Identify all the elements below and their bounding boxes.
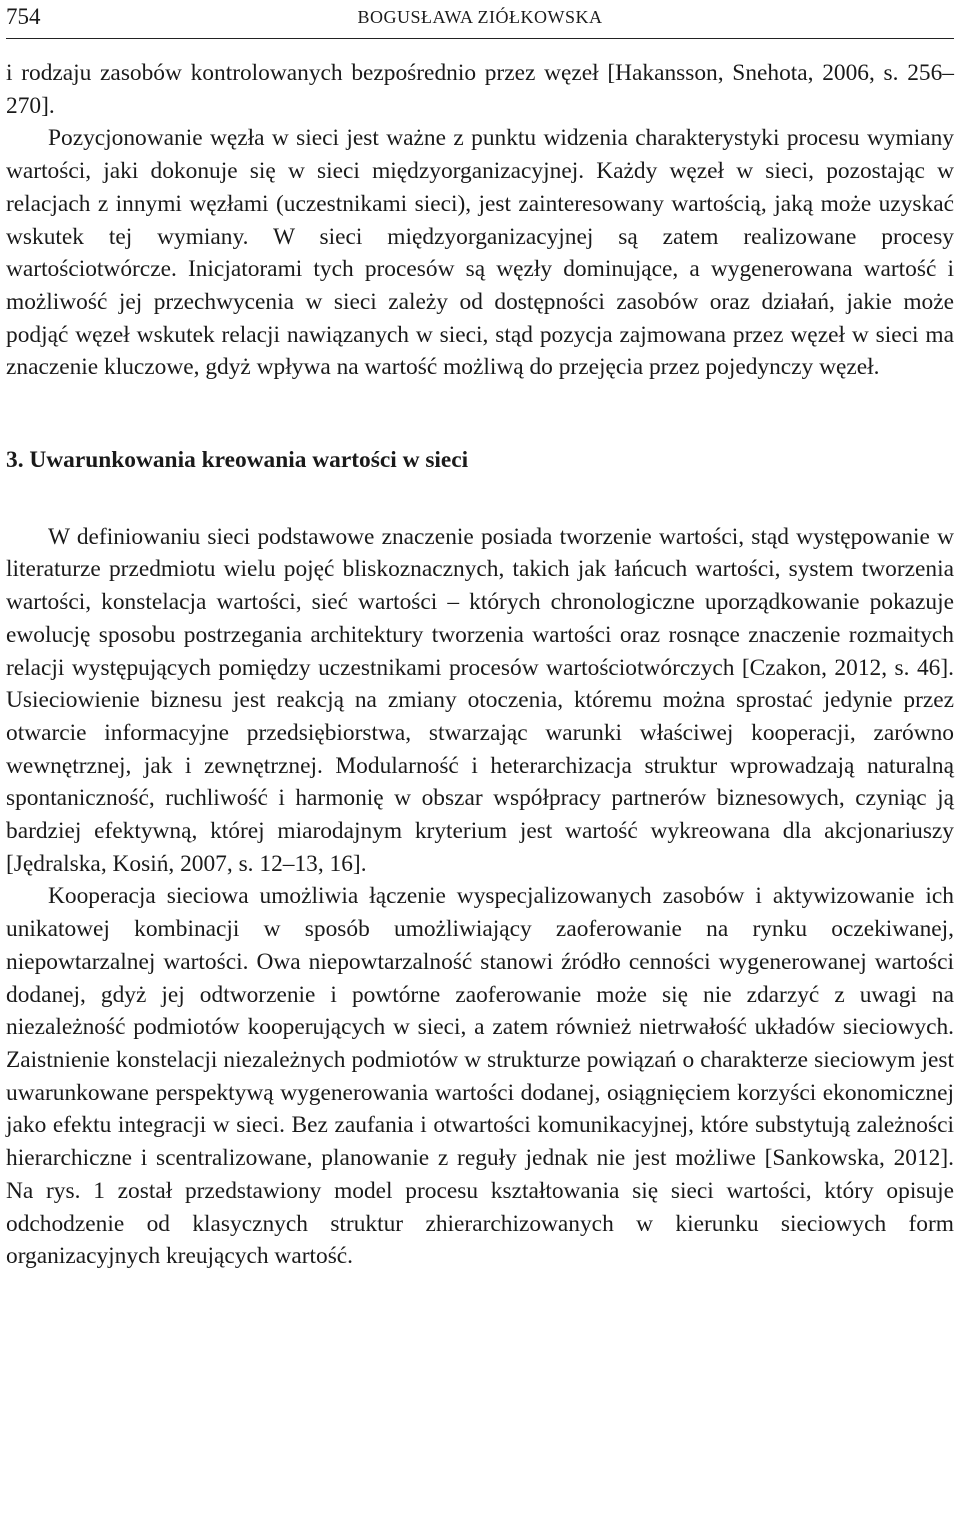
- section-heading: 3. Uwarunkowania kreowania wartości w sieci: [6, 447, 469, 474]
- page-number: 754: [6, 4, 41, 29]
- running-head-author: BOGUSŁAWA ZIÓŁKOWSKA: [357, 7, 603, 27]
- paragraph-value-definition: W definiowaniu sieci podstawowe znaczenie posiada tworzenie wartości, stąd występowanie w literaturze przedmiotu wielu pojęć bliskoznacznych, takich jak łańcuch wartości, system tworzenia wartości, konstelacja wartości, sieć wartości – których chronologiczne uporządkowanie pokazuje ewolucję sposobu postrzegania architektury tworzenia wartości oraz rosnące znaczenie rozmaitych relacji występujących pomiędzy uczestnikami procesów wartościotwórczych [Czakon, 2012, s. 46]. Usieciowienie biznesu jest reakcją na zmiany otoczenia, któremu można sprostać jedynie przez otwarcie informacyjne przedsiębiorstwa, stwarzając warunki właściwej kooperacji, zarówno wewnętrznej, jak i zewnętrznej. Modularność i heterarchizacja struktur wprowadzają naturalną spontaniczność, ruchliwość i harmonię w obszar współpracy partnerów biznesowych, czyniąc ją bardziej efektywną, której miarodajnym kryterium jest wartość wykreowana dla akcjonariuszy [Jędralska, Kosiń, 2007, s. 12–13, 16].: [6, 523, 954, 877]
- page-header: [6, 0, 954, 39]
- paragraph-continued: i rodzaju zasobów kontrolowanych bezpośrednio przez węzeł [Hakansson, Snehota, 2006, s. 256–270].: [6, 60, 954, 119]
- paragraph-network-cooperation: Kooperacja sieciowa umożliwia łączenie wyspecjalizowanych zasobów i aktywizowanie ich unikatowej kombinacji w sposób umożliwiający zaoferowanie na rynku oczekiwanej, niepowtarzalnej wartości. Owa niepowtarzalność stanowi źródło cenności wygenerowanej wartości dodanej, gdyż jej odtworzenie i powtórne zaoferowanie może się nie zdarzyć z uwagi na niezależność podmiotów kooperujących w sieci, a zatem również nietrwałość układów sieciowych. Zaistnienie konstelacji niezależnych podmiotów w strukturze powiązań o charakterze sieciowym jest uwarunkowane perspektywą wygenerowania wartości dodanej, osiągnięciem korzyści ekonomicznej jako efektu integracji w sieci. Bez zaufania i otwartości komunikacyjnej, które substytują zależności hierarchiczne i scentralizowane, planowanie z reguły jednak nie jest możliwe [Sankowska, 2012]. Na rys. 1 został przedstawiony model procesu kształtowania się sieci wartości, który opisuje odchodzenie od klasycznych struktur zhierarchizowanych w kierunku sieciowych form organizacyjnych kreujących wartość.: [6, 883, 954, 1270]
- paragraph-node-positioning: Pozycjonowanie węzła w sieci jest ważne z punktu widzenia charakterystyki procesu wymiany wartości, jaki dokonuje się w sieci międzyorganizacyjnej. Każdy węzeł w sieci, pozostając w relacjach z innymi węzłami (uczestnikami sieci), jest zainteresowany wartością, jaką może uzyskać wskutek tej wymiany. W sieci międzyorganizacyjnej są zatem realizowane procesy wartościotwórcze. Inicjatorami tych procesów są węzły dominujące, a wygenerowana wartość i możliwość jej przechwycenia w sieci zależy od dostępności zasobów oraz działań, jakie może podjąć węzeł wskutek relacji nawiązanych w sieci, stąd pozycja zajmowana przez węzeł w sieci ma znaczenie kluczowe, gdyż wpływa na wartość możliwą do przejęcia przez pojedynczy węzeł.: [6, 125, 954, 381]
- page-body: [6, 57, 954, 1273]
